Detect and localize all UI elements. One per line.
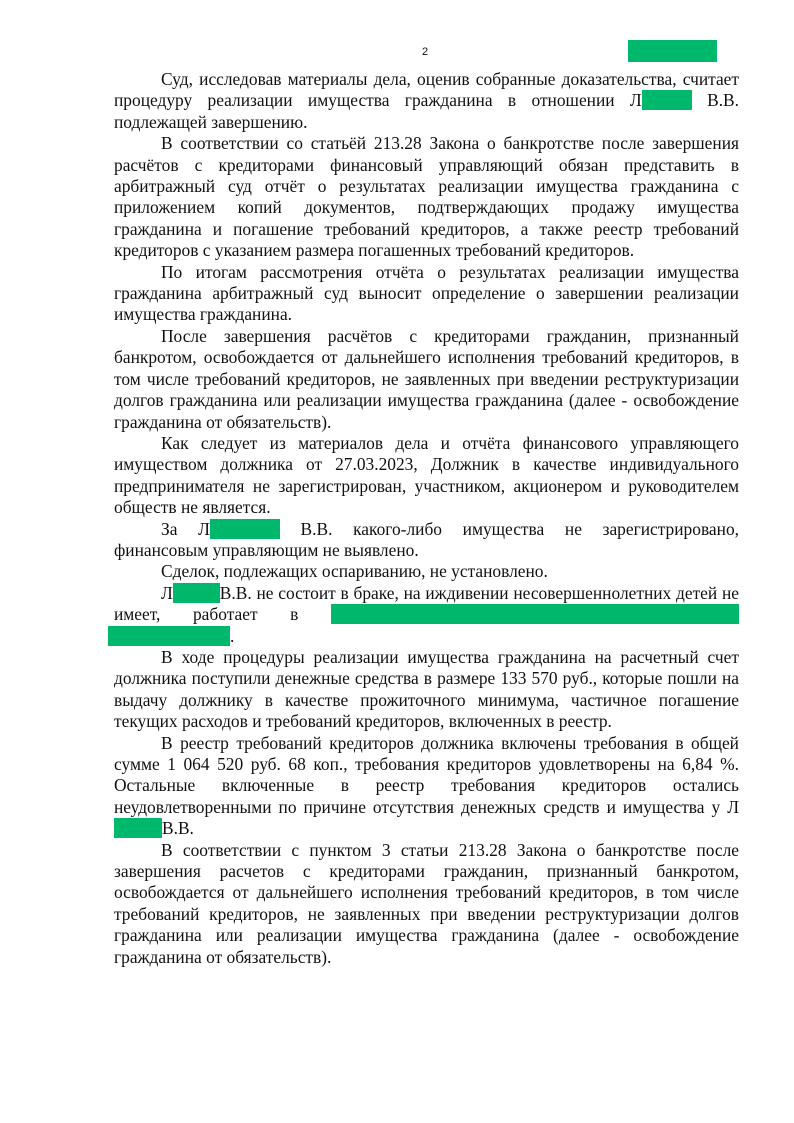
page-number: 2 <box>421 46 429 58</box>
paragraph-1: Суд, исследовав материалы дела, оценив собранные доказательства, считает процедуру реализации имущества гражданина в отношении Л В.В. подлежащей завершению. <box>114 69 739 132</box>
redaction-block <box>114 818 162 838</box>
redaction-block <box>173 583 220 603</box>
redaction-block <box>210 519 280 539</box>
paragraph-3: По итогам рассмотрения отчёта о результатах реализации имущества гражданина арбитражный суд выносит определение о завершении реализации имущества гражданина. <box>114 261 739 325</box>
paragraph-10: В реестр требований кредиторов должника включены требования в общей сумме 1 064 520 руб. 68 коп., требования кредиторов удовлетворены на 6,84 %. Остальные включенные в реестр требования кредиторов остались неудовлетворенными по причине отсутствия денежных средств и имущества у ЛВ.В. <box>114 732 739 839</box>
paragraph-9: В ходе процедуры реализации имущества гражданина на расчетный счет должника поступили денежные средства в размере 133 570 руб., которые пошли на выдачу должнику в качестве прожиточного минимума, частичное погашение текущих расходов и требований кредиторов, включенных в реестр. <box>114 646 739 732</box>
redaction-block <box>642 90 692 110</box>
paragraph-5: Как следует из материалов дела и отчёта финансового управляющего имуществом должника от 27.03.2023, Должник в качестве индивидуального предпринимателя не зарегистрирован, участником, акционером и руководителем обществ не является. <box>114 432 739 518</box>
paragraph-7: Сделок, подлежащих оспариванию, не установлено. <box>161 561 548 582</box>
redaction-block <box>108 626 230 646</box>
paragraph-2: В соответствии со статьёй 213.28 Закона о банкротстве после завершения расчётов с кредиторами финансовый управляющий обязан представить в арбитражный суд отчёт о результатах реализации имущества гражданина с приложением копий документов, подтверждающих продажу имущества гражданина и погашение требований кредиторов, а также реестр требований кредиторов с указанием размера погашенных требований кредиторов. <box>114 133 739 261</box>
redaction-block <box>331 604 739 624</box>
document-body <box>114 69 739 968</box>
redaction-block <box>628 40 717 62</box>
paragraph-4: После завершения расчётов с кредиторами гражданин, признанный банкротом, освобождается от дальнейшего исполнения требований кредиторов, в том числе требований кредиторов, не заявленных при введении реструктуризации долгов гражданина или реализации имущества гражданина (далее - освобождение гражданина от обязательств). <box>114 325 739 432</box>
paragraph-8: Л В.В. не состоит в браке, на иждивении несовершеннолетних детей не имеет, работает в . <box>114 583 739 647</box>
paragraph-6: За Л В.В. какого-либо имущества не зарегистрировано, финансовым управляющим не выявлено. <box>114 518 739 560</box>
paragraph-11: В соответствии с пунктом 3 статьи 213.28 Закона о банкротстве после завершения расчетов с кредиторами гражданин, признанный банкротом, освобождается от дальнейшего исполнения требований кредиторов, в том числе требований кредиторов, не заявленных при введении реструктуризации долгов гражданина или реализации имущества гражданина (далее - освобождение гражданина от обязательств). <box>114 839 739 967</box>
